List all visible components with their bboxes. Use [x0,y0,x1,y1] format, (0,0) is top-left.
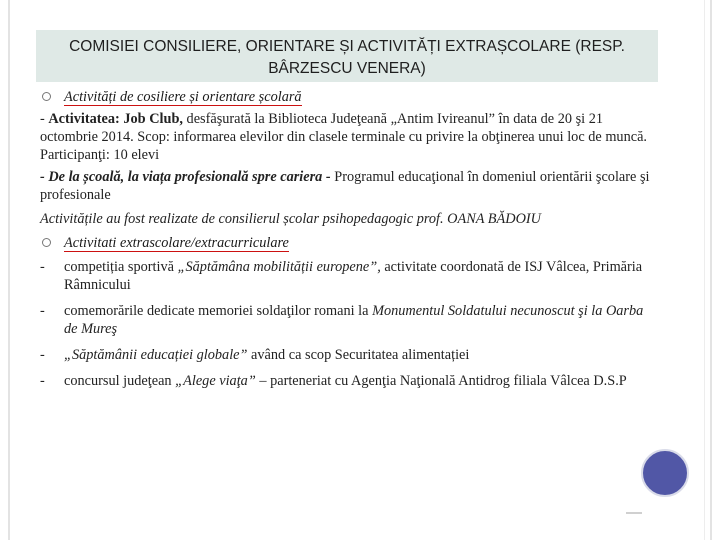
job-club-paragraph [40,110,660,164]
list-item [40,346,660,364]
title-line-1: COMISIEI CONSILIERE, ORIENTARE ȘI ACTIVITĂȚI EXTRAȘCOLARE (RESP. [69,38,625,55]
item-text: concursul judeţean [64,373,176,389]
item-italic: „Alege viaţa” [175,373,256,389]
dash-marker: - [40,347,45,363]
item-text-tail: având ca scop Securitatea alimentației [247,347,470,363]
item-italic: „Săptămânii educației globale” [64,347,248,363]
item-text-tail: – parteneriat cu Agenţia Naţională Antidrog filiala Vâlcea D.S.P [255,373,627,389]
item-text: comemorările dedicate memoriei soldaţilor romani la [64,303,373,319]
section2-heading: Activitati extrascolare/extracurriculare [64,235,289,251]
program-paragraph [40,168,660,204]
dash-marker: - [40,303,45,319]
item-italic: „Săptămâna mobilității europene”, [177,259,381,275]
counselor-note: Activitățile au fost realizate de consilierul școlar psihopedagogic prof. OANA BĂDOIU [40,211,541,227]
slide-title [36,30,658,82]
list-item [40,258,660,294]
slide-frame-right-inner [704,0,705,540]
ring-bullet-icon [42,238,51,247]
program-title: - De la școală, la viața profesională spre cariera - [40,169,331,185]
item-text-tail: activitate coordonată de ISJ Vâlcea, Primăria Râmnicului [64,259,643,293]
slide-footer-mark [626,512,642,514]
ring-bullet-icon [42,92,51,101]
dash-marker: - [40,259,45,275]
list-item [40,372,660,390]
section1-heading: Activități de cosiliere și orientare școlară [64,89,302,105]
title-line-2: BÂRZESCU VENERA) [268,60,426,77]
section1-heading-row [40,88,660,108]
section2-heading-row [40,234,660,254]
item-text: competiția sportivă [64,259,178,275]
slide-content [40,88,660,390]
dash-marker: - [40,373,45,389]
list-item [40,302,660,338]
program-text: Programul educaţional în domeniul orientării şcolare şi profesionale [40,169,650,203]
slide-frame-left [8,0,10,540]
slide-nav-circle-icon[interactable] [641,449,689,497]
job-club-text: desfăşurată la Biblioteca Judeţeană „Antim Ivireanul” în data de 20 şi 21 octombrie 2014. Scop: informarea elevilor din clasele terminale cu privire la obţinerea unui loc de muncă. Participanţi: 10 elevi [40,111,647,163]
job-club-dash: - [40,111,49,127]
job-club-bold: Activitatea: Job Club, [48,111,183,127]
slide-frame-right [710,0,712,540]
item-italic: Monumentul Soldatului necunoscut şi la Oarba de Mureş [64,303,644,337]
